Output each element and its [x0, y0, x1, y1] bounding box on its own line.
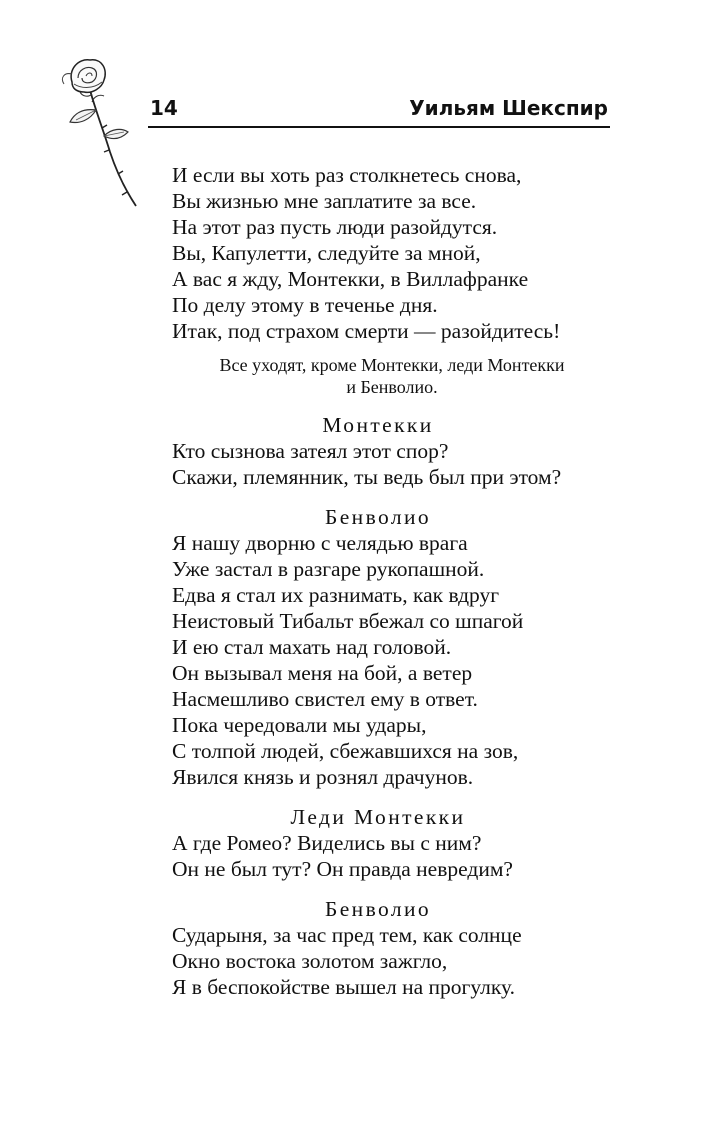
speech-1 — [172, 162, 642, 344]
verse-line: Он вызывал меня на бой, а ветер — [172, 661, 473, 685]
verse-line: С толпой людей, сбежавшихся на зов, — [172, 739, 519, 763]
verse-line: И если вы хоть раз столкнетесь снова, — [172, 163, 522, 187]
verse-line: Неистовый Тибальт вбежал со шпагой — [172, 609, 524, 633]
verse-line: А вас я жду, Монтекки, в Виллафранке — [172, 267, 529, 291]
speaker-name: Монтекки — [322, 413, 434, 437]
verse-line: Окно востока золотом зажгло, — [172, 949, 448, 973]
verse-line: Сударыня, за час пред тем, как солнце — [172, 923, 522, 947]
verse-line: Вы жизнью мне заплатите за все. — [172, 189, 477, 213]
verse-line: Насмешливо свистел ему в ответ. — [172, 687, 478, 711]
verse-line: Пока чередовали мы удары, — [172, 713, 427, 737]
page-header — [148, 94, 610, 128]
verse-line: Я в беспокойстве вышел на прогулку. — [172, 975, 515, 999]
stage-direction — [172, 354, 612, 398]
speech-2 — [172, 438, 642, 490]
verse-line: Явился князь и рознял драчунов. — [172, 765, 474, 789]
verse-line: И ею стал махать над головой. — [172, 635, 452, 659]
verse-line: Вы, Капулетти, следуйте за мной, — [172, 241, 481, 265]
speaker-name: Бенволио — [324, 897, 432, 921]
speech-5 — [172, 922, 642, 1000]
stage-direction-line: и Бенволио. — [346, 377, 438, 397]
play-text — [172, 162, 642, 1000]
verse-line: Скажи, племянник, ты ведь был при этом? — [172, 465, 562, 489]
page-number: 14 — [150, 96, 178, 120]
verse-line: Он не был тут? Он правда невредим? — [172, 857, 513, 881]
verse-line: Итак, под страхом смерти — разойдитесь! — [172, 319, 561, 343]
verse-line: Едва я стал их разнимать, как вдруг — [172, 583, 500, 607]
speech-3 — [172, 530, 642, 790]
verse-line: По делу этому в теченье дня. — [172, 293, 438, 317]
speaker-name: Бенволио — [324, 505, 432, 529]
speech-4 — [172, 830, 642, 882]
verse-line: Я нашу дворню с челядью врага — [172, 531, 468, 555]
stage-direction-line: Все уходят, кроме Монтекки, леди Монтекки — [219, 355, 565, 375]
rose-icon — [52, 52, 144, 210]
verse-line: На этот раз пусть люди разойдутся. — [172, 215, 498, 239]
verse-line: Кто сызнова затеял этот спор? — [172, 439, 449, 463]
verse-line: Уже застал в разгаре рукопашной. — [172, 557, 485, 581]
speaker-name: Леди Монтекки — [290, 805, 466, 829]
running-title: Уильям Шекспир — [409, 96, 608, 120]
verse-line: А где Ромео? Виделись вы с ним? — [172, 831, 482, 855]
